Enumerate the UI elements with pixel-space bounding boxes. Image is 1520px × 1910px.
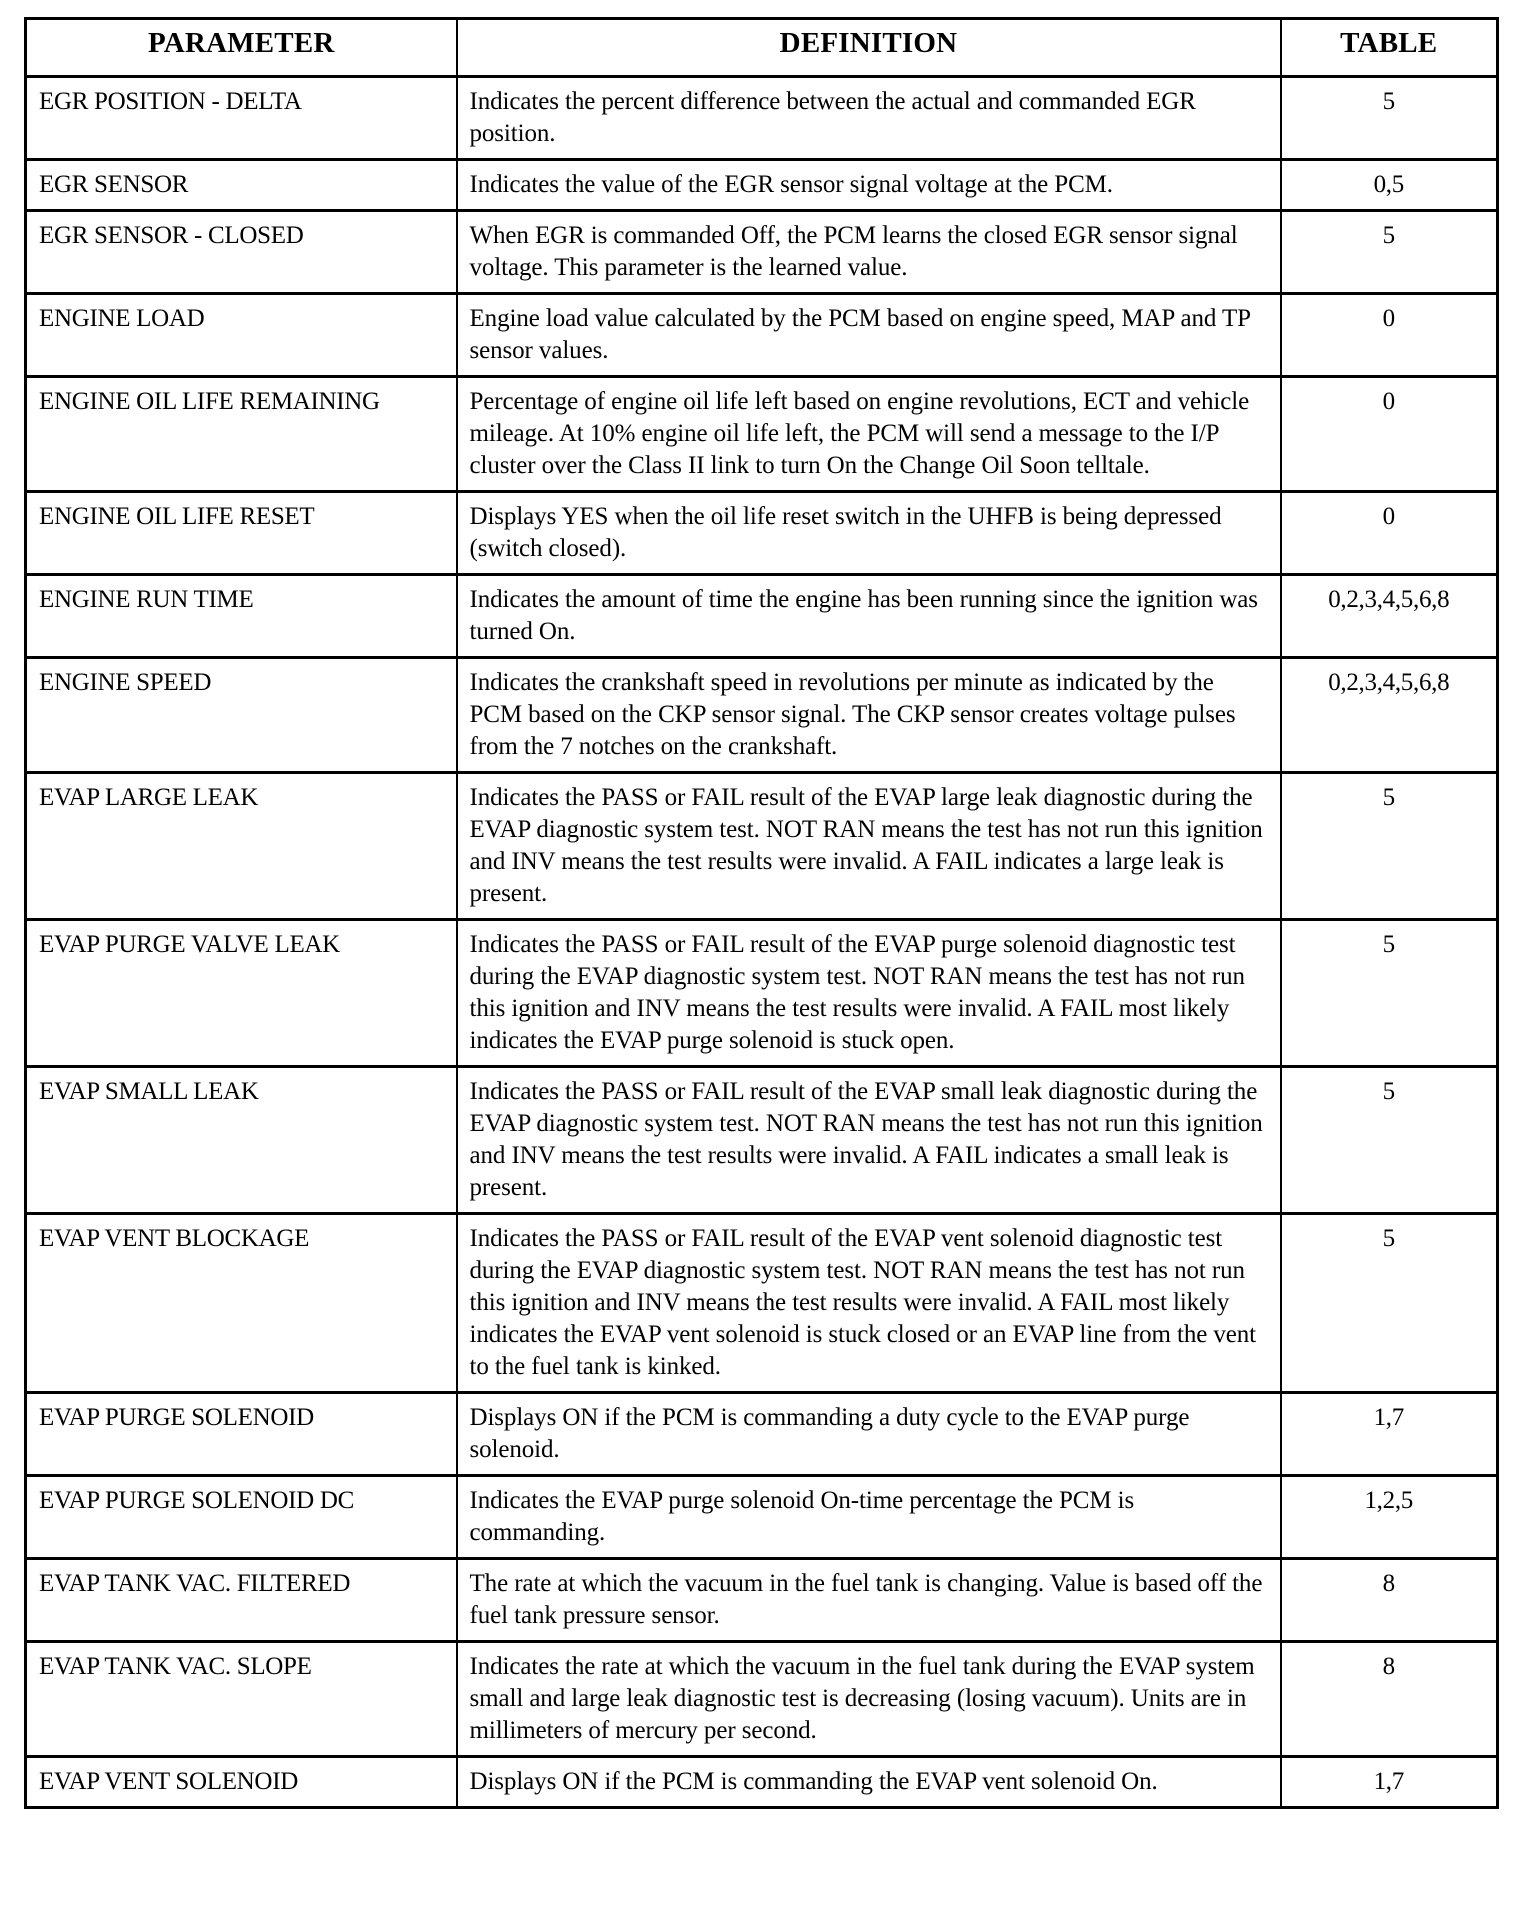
table-row <box>26 211 1498 294</box>
parameter-cell: EVAP VENT SOLENOID <box>26 1757 457 1808</box>
definition-cell: Indicates the PASS or FAIL result of the EVAP vent solenoid diagnostic test during the EVAP diagnostic system test. NOT RAN means the test has not run this ignition and INV means the test results were invalid. A FAIL most likely indicates the EVAP vent solenoid is stuck closed or an EVAP line from the vent to the fuel tank is kinked. <box>457 1214 1281 1393</box>
table-row <box>26 1214 1498 1393</box>
table-number-cell: 5 <box>1281 1214 1498 1393</box>
definition-cell: Percentage of engine oil life left based on engine revolutions, ECT and vehicle mileage. At 10% engine oil life left, the PCM will send a message to the I/P cluster over the Class II link to turn On the Change Oil Soon telltale. <box>457 377 1281 492</box>
table-row <box>26 377 1498 492</box>
table-number-cell: 5 <box>1281 920 1498 1067</box>
table-number-cell: 0 <box>1281 492 1498 575</box>
definition-cell: Indicates the rate at which the vacuum in the fuel tank during the EVAP system small and large leak diagnostic test is decreasing (losing vacuum). Units are in millimeters of mercury per second. <box>457 1642 1281 1757</box>
table-row <box>26 1757 1498 1808</box>
definition-cell: Indicates the PASS or FAIL result of the EVAP purge solenoid diagnostic test during the EVAP diagnostic system test. NOT RAN means the test has not run this ignition and INV means the test results were invalid. A FAIL most likely indicates the EVAP purge solenoid is stuck open. <box>457 920 1281 1067</box>
table-number-cell: 8 <box>1281 1642 1498 1757</box>
table-row <box>26 1642 1498 1757</box>
table-number-cell: 5 <box>1281 1067 1498 1214</box>
table-number-cell: 1,7 <box>1281 1757 1498 1808</box>
table-row <box>26 1393 1498 1476</box>
table-row <box>26 920 1498 1067</box>
table-number-cell: 5 <box>1281 211 1498 294</box>
table-number-cell: 0 <box>1281 294 1498 377</box>
definition-cell: Indicates the EVAP purge solenoid On-time percentage the PCM is commanding. <box>457 1476 1281 1559</box>
table-number-cell: 5 <box>1281 773 1498 920</box>
table-number-cell: 5 <box>1281 77 1498 160</box>
table-row <box>26 160 1498 211</box>
table-number-cell: 8 <box>1281 1559 1498 1642</box>
table-row <box>26 492 1498 575</box>
parameter-definition-table <box>24 17 1499 1809</box>
parameter-cell: ENGINE OIL LIFE RESET <box>26 492 457 575</box>
table-number-cell: 0,2,3,4,5,6,8 <box>1281 658 1498 773</box>
header-table: TABLE <box>1281 19 1498 77</box>
table-row <box>26 658 1498 773</box>
table-row <box>26 1476 1498 1559</box>
parameter-cell: EVAP TANK VAC. SLOPE <box>26 1642 457 1757</box>
table-header-row <box>26 19 1498 77</box>
table-number-cell: 1,2,5 <box>1281 1476 1498 1559</box>
parameter-cell: ENGINE SPEED <box>26 658 457 773</box>
table-number-cell: 1,7 <box>1281 1393 1498 1476</box>
parameter-cell: ENGINE RUN TIME <box>26 575 457 658</box>
table-row <box>26 1559 1498 1642</box>
parameter-cell: EVAP TANK VAC. FILTERED <box>26 1559 457 1642</box>
definition-cell: Indicates the amount of time the engine has been running since the ignition was turned On. <box>457 575 1281 658</box>
table-number-cell: 0 <box>1281 377 1498 492</box>
document-page <box>24 17 1496 1809</box>
table-row <box>26 77 1498 160</box>
definition-cell: Indicates the value of the EGR sensor signal voltage at the PCM. <box>457 160 1281 211</box>
definition-cell: Indicates the PASS or FAIL result of the EVAP large leak diagnostic during the EVAP diagnostic system test. NOT RAN means the test has not run this ignition and INV means the test results were invalid. A FAIL indicates a large leak is present. <box>457 773 1281 920</box>
parameter-cell: EVAP LARGE LEAK <box>26 773 457 920</box>
definition-cell: Displays ON if the PCM is commanding a duty cycle to the EVAP purge solenoid. <box>457 1393 1281 1476</box>
parameter-cell: EVAP SMALL LEAK <box>26 1067 457 1214</box>
table-number-cell: 0,5 <box>1281 160 1498 211</box>
header-definition: DEFINITION <box>457 19 1281 77</box>
parameter-cell: EVAP PURGE SOLENOID <box>26 1393 457 1476</box>
parameter-cell: EVAP PURGE VALVE LEAK <box>26 920 457 1067</box>
parameter-cell: ENGINE LOAD <box>26 294 457 377</box>
parameter-cell: EVAP PURGE SOLENOID DC <box>26 1476 457 1559</box>
header-parameter: PARAMETER <box>26 19 457 77</box>
table-body <box>26 77 1498 1808</box>
definition-cell: When EGR is commanded Off, the PCM learns the closed EGR sensor signal voltage. This parameter is the learned value. <box>457 211 1281 294</box>
parameter-cell: EGR SENSOR - CLOSED <box>26 211 457 294</box>
definition-cell: Displays ON if the PCM is commanding the EVAP vent solenoid On. <box>457 1757 1281 1808</box>
definition-cell: Indicates the PASS or FAIL result of the EVAP small leak diagnostic during the EVAP diagnostic system test. NOT RAN means the test has not run this ignition and INV means the test results were invalid. A FAIL indicates a small leak is present. <box>457 1067 1281 1214</box>
table-row <box>26 1067 1498 1214</box>
definition-cell: Engine load value calculated by the PCM based on engine speed, MAP and TP sensor values. <box>457 294 1281 377</box>
table-row <box>26 773 1498 920</box>
definition-cell: Indicates the crankshaft speed in revolutions per minute as indicated by the PCM based on the CKP sensor signal. The CKP sensor creates voltage pulses from the 7 notches on the crankshaft. <box>457 658 1281 773</box>
table-number-cell: 0,2,3,4,5,6,8 <box>1281 575 1498 658</box>
parameter-cell: ENGINE OIL LIFE REMAINING <box>26 377 457 492</box>
definition-cell: Indicates the percent difference between the actual and commanded EGR position. <box>457 77 1281 160</box>
definition-cell: The rate at which the vacuum in the fuel tank is changing. Value is based off the fuel tank pressure sensor. <box>457 1559 1281 1642</box>
table-row <box>26 294 1498 377</box>
parameter-cell: EGR POSITION - DELTA <box>26 77 457 160</box>
definition-cell: Displays YES when the oil life reset switch in the UHFB is being depressed (switch closed). <box>457 492 1281 575</box>
parameter-cell: EVAP VENT BLOCKAGE <box>26 1214 457 1393</box>
parameter-cell: EGR SENSOR <box>26 160 457 211</box>
table-row <box>26 575 1498 658</box>
